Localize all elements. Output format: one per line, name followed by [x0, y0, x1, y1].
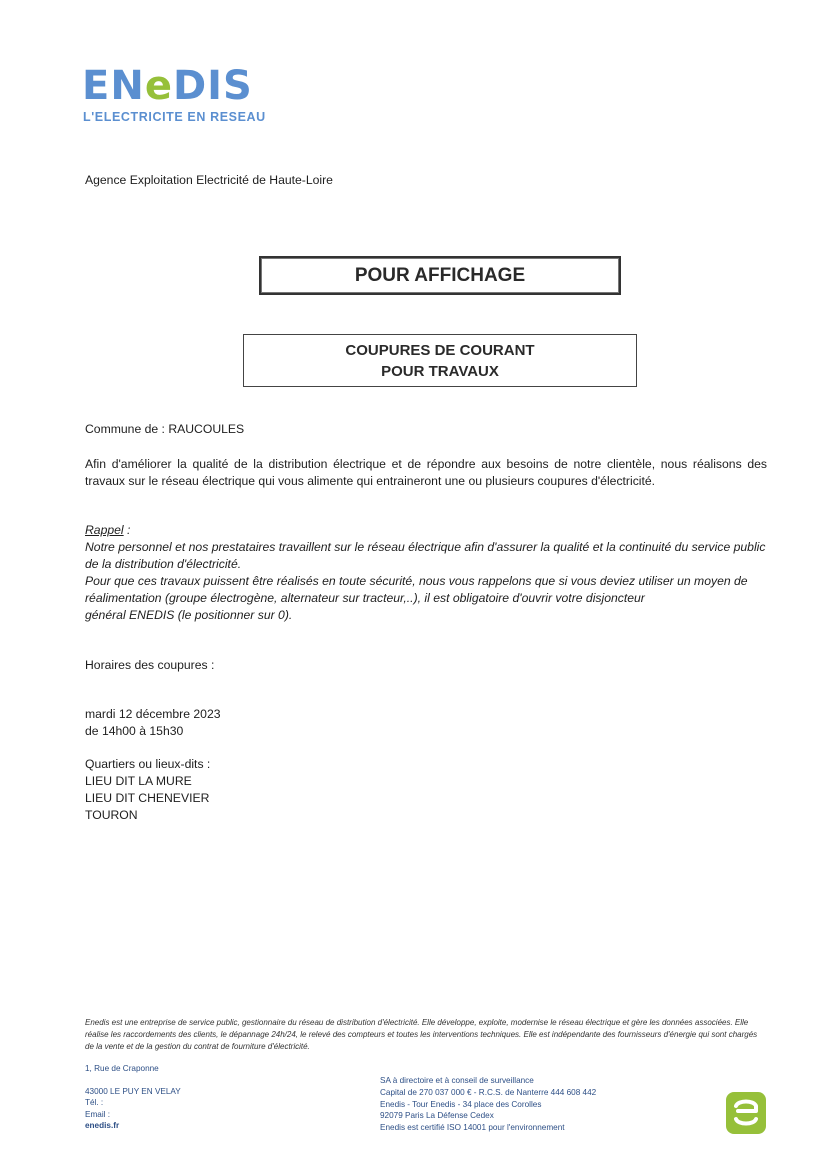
agency-name: Agence Exploitation Electricité de Haute-Loire: [85, 173, 333, 187]
coupures-line-2: POUR TRAVAUX: [381, 362, 499, 380]
enedis-logo: [82, 64, 282, 130]
company-line-3: Enedis - Tour Enedis - 34 place des Corolles: [380, 1099, 542, 1109]
logo-word-start: EN: [82, 63, 145, 109]
quartiers-label: Quartiers ou lieux-dits :: [85, 757, 211, 771]
rappel-title: Rappel: [85, 523, 124, 537]
pour-affichage-title: POUR AFFICHAGE: [354, 264, 526, 286]
schedule-time: de 14h00 à 15h30: [85, 724, 184, 738]
quartier-item: TOURON: [85, 808, 138, 822]
intro-paragraph: Afin d'améliorer la qualité de la distribution électrique et de répondre aux besoins de notre clientèle, nous réalisons des travaux sur le réseau électrique qui vous alimente qui entraineront une ou plusieurs coupures d'électricité.: [85, 457, 767, 488]
company-line-2: Capital de 270 037 000 € - R.C.S. de Nanterre 444 608 442: [380, 1087, 597, 1097]
company-line-1: SA à directoire et à conseil de surveillance: [380, 1076, 534, 1085]
logo-word-end: DIS: [172, 63, 253, 109]
footer-address: [85, 1063, 181, 1132]
company-line-5: Enedis est certifié ISO 14001 pour l'environnement: [380, 1123, 565, 1133]
rappel-paragraph-3: général ENEDIS (le positionner sur 0).: [85, 608, 293, 622]
address-email: Email :: [85, 1109, 111, 1119]
rappel-title-suffix: :: [123, 523, 131, 537]
address-street: 1, Rue de Craponne: [85, 1064, 159, 1073]
rappel-paragraph-2: Pour que ces travaux puissent être réalisés en toute sécurité, nous vous rappelons que si vous deviez utiliser un moyen de réalimentation (groupe électrogène, alternateur sur tracteur,..), il est obligatoire d'ouvrir votre disjoncteur: [85, 574, 748, 605]
address-city: 43000 LE PUY EN VELAY: [85, 1086, 181, 1096]
footer-company-info: [380, 1075, 596, 1134]
commune: Commune de : RAUCOULES: [85, 422, 245, 436]
coupures-box: [243, 334, 637, 387]
quartiers-section: [85, 756, 210, 824]
pour-affichage-box: [259, 256, 621, 295]
rappel-section: [85, 522, 767, 624]
address-tel: Tél. :: [85, 1098, 104, 1107]
horaires-label: Horaires des coupures :: [85, 658, 215, 672]
website-link[interactable]: enedis.fr: [85, 1121, 120, 1130]
footer-legal-note: Enedis est une entreprise de service public, gestionnaire du réseau de distribution d'électricité. Elle développe, exploite, modernise le réseau électrique et gère les données associées. Elle réalise les raccordements des clients, le dépannage 24h/24, le relevé des compteurs et toutes les interventions techniques. Elle est indépendante des fournisseurs d'énergie qui sont chargés de la vente et de la gestion du contrat de fourniture d'électricité.: [85, 1018, 758, 1051]
logo-tagline: L'ELECTRICITE EN RESEAU: [83, 110, 266, 124]
enedis-mark-icon: [726, 1092, 766, 1134]
rappel-heading: [85, 522, 767, 539]
company-line-4: 92079 Paris La Défense Cedex: [380, 1111, 494, 1121]
schedule: [85, 706, 221, 740]
logo-wordmark: [82, 64, 253, 108]
quartier-item: LIEU DIT LA MURE: [85, 774, 192, 788]
quartier-item: LIEU DIT CHENEVIER: [85, 791, 210, 805]
rappel-paragraph-1: Notre personnel et nos prestataires travaillent sur le réseau électrique afin d'assurer la qualité et la continuité du service public de la distribution d'électricité.: [85, 540, 766, 571]
coupures-line-1: COUPURES DE COURANT: [345, 341, 535, 359]
logo-word-mid: e: [144, 63, 173, 109]
schedule-date: mardi 12 décembre 2023: [85, 707, 221, 721]
